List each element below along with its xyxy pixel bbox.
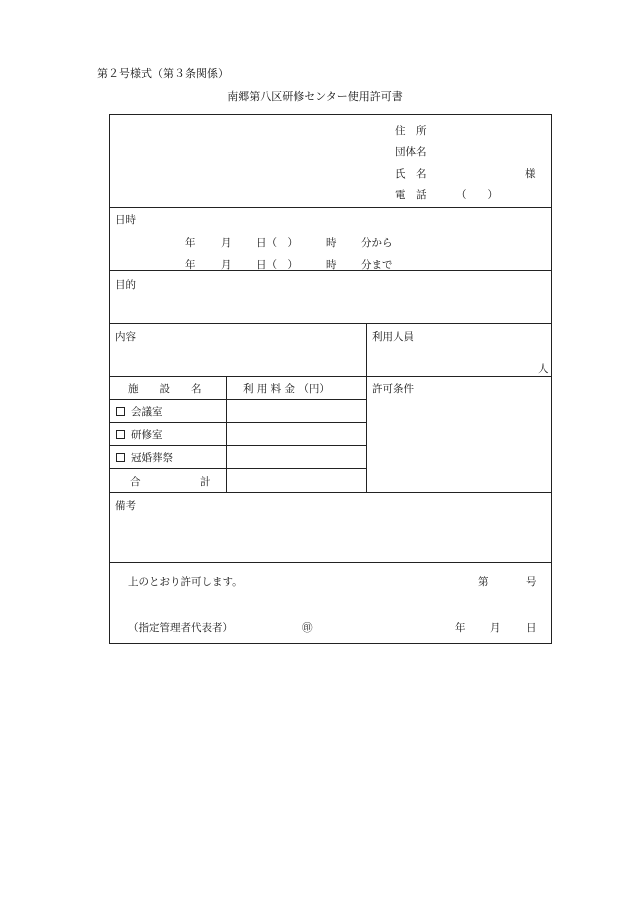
approval-statement: 上のとおり許可します。	[128, 576, 243, 588]
facility-name: 研修室	[131, 429, 163, 441]
permit-number-suffix: 号	[526, 576, 537, 588]
divider	[109, 376, 552, 377]
total-label-right: 計	[200, 476, 211, 488]
users-unit: 人	[538, 363, 549, 375]
start-hour: 時	[326, 237, 337, 249]
approval-day: 日	[526, 622, 537, 634]
remarks-label: 備考	[115, 500, 136, 512]
start-year: 年	[185, 237, 196, 249]
purpose-label: 目的	[115, 279, 136, 291]
document-title: 南郷第八区研修センター使用許可書	[227, 90, 403, 103]
divider	[109, 492, 552, 493]
checkbox-icon	[116, 407, 125, 416]
divider	[109, 468, 366, 469]
end-year: 年	[185, 259, 196, 271]
total-label-left: 合	[130, 476, 141, 488]
checkbox-icon	[116, 453, 125, 462]
start-day: 日（ ）	[256, 237, 298, 249]
checkbox-icon	[116, 430, 125, 439]
honorific: 様	[525, 168, 536, 180]
seal-icon: ㊞	[302, 622, 313, 634]
divider	[366, 323, 367, 492]
divider	[109, 445, 366, 446]
start-month: 月	[221, 237, 232, 249]
divider	[226, 376, 227, 492]
end-month: 月	[221, 259, 232, 271]
facility-name: 会議室	[131, 406, 163, 418]
content-label: 内容	[115, 331, 136, 343]
divider	[109, 323, 552, 324]
divider	[109, 562, 552, 563]
divider	[109, 422, 366, 423]
divider	[109, 399, 366, 400]
facility-row-meeting-room	[116, 404, 163, 419]
approval-year: 年	[455, 622, 466, 634]
facility-row-training-room	[116, 427, 163, 442]
users-label: 利用人員	[372, 331, 414, 343]
facility-name: 冠婚葬祭	[131, 452, 173, 464]
name-label: 氏 名	[395, 168, 427, 180]
conditions-label: 許可条件	[372, 383, 414, 395]
approval-month: 月	[490, 622, 501, 634]
end-day: 日（ ）	[256, 259, 298, 271]
end-minute: 分まで	[361, 259, 393, 271]
divider	[109, 207, 552, 208]
start-minute: 分から	[361, 237, 393, 249]
address-label: 住 所	[395, 125, 427, 137]
fee-column-header: 利 用 料 金 （円）	[243, 383, 330, 395]
datetime-label: 日時	[115, 214, 136, 226]
phone-parens: （ ）	[456, 189, 498, 201]
signer-label: （指定管理者代表者）	[128, 622, 233, 634]
end-hour: 時	[326, 259, 337, 271]
phone-label: 電 話	[395, 189, 427, 201]
facility-column-header: 施 設 名	[128, 383, 202, 395]
facility-row-ceremony	[116, 450, 173, 465]
permit-number-prefix: 第	[478, 576, 489, 588]
group-name-label: 団体名	[395, 146, 427, 158]
form-number: 第２号様式（第３条関係）	[97, 67, 229, 80]
